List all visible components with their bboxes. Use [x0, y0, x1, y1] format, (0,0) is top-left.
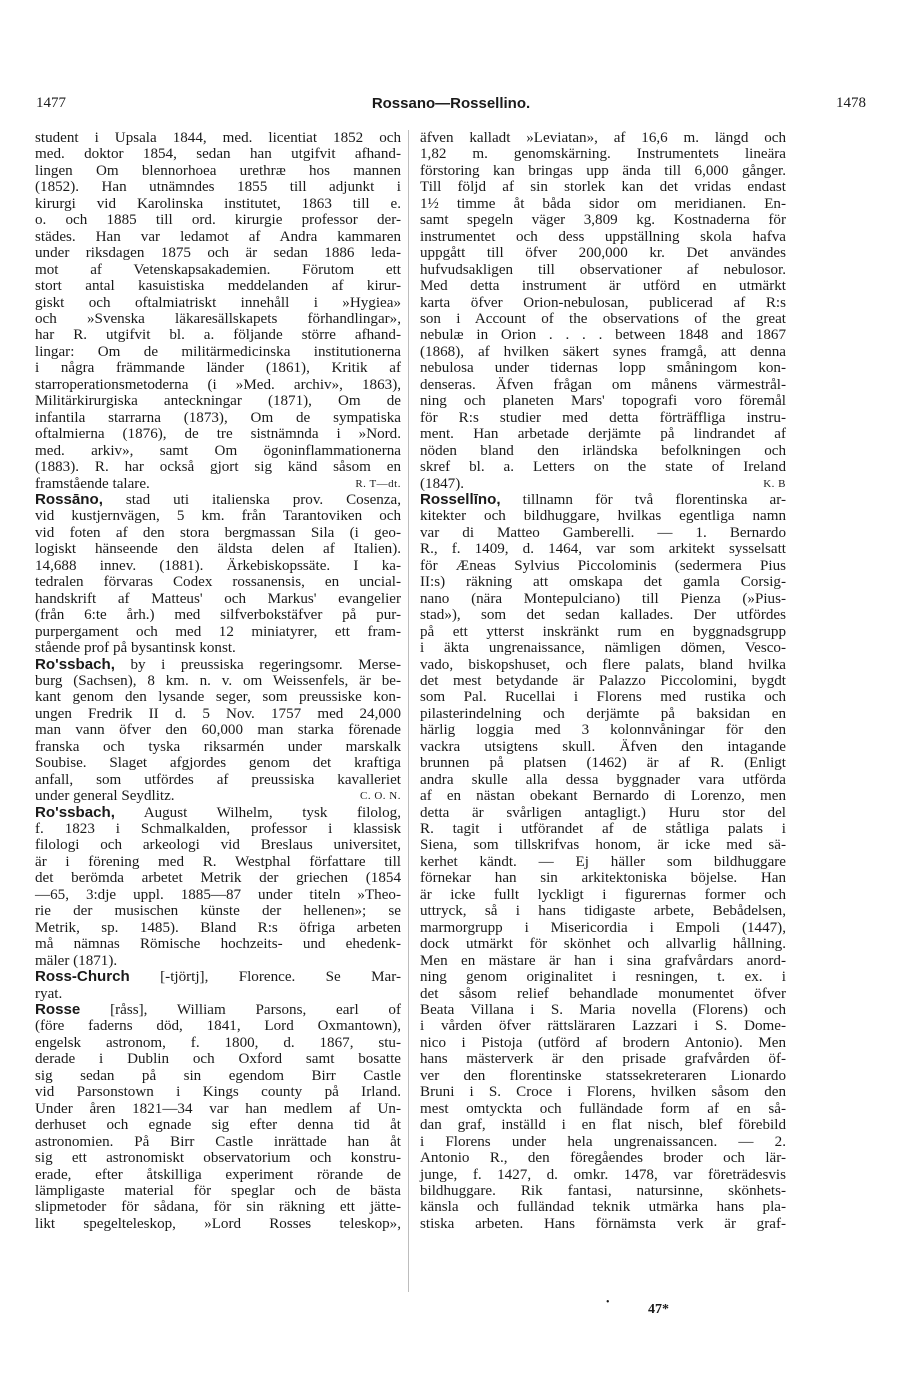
- text-line: [420, 245, 786, 261]
- text-line: [35, 508, 401, 524]
- text-line: [420, 1068, 786, 1084]
- text-line: [420, 706, 786, 722]
- text-line: [420, 870, 786, 886]
- text-line: [420, 1183, 786, 1199]
- line-text: oftalmierna (1876), de tre sistnämnda i »Nord.: [35, 426, 401, 443]
- text-line: [420, 426, 786, 442]
- line-text: August Wilhelm, tysk filolog,: [114, 804, 401, 821]
- text-line: [35, 607, 401, 623]
- text-line: [420, 574, 786, 590]
- text-line: [35, 920, 401, 936]
- line-text: Till följd af sin storlek kan det vridas endast: [420, 179, 786, 196]
- text-line: [35, 903, 401, 919]
- line-text: vid foten af den stora bergmassan Sila (i geo-: [35, 524, 401, 541]
- text-line: [35, 1084, 401, 1100]
- page-number-left: 1477: [36, 95, 66, 111]
- text-line: [420, 772, 786, 788]
- text-line: [35, 476, 401, 492]
- text-line: [420, 1216, 786, 1232]
- text-line: [420, 689, 786, 705]
- text-line: [35, 426, 401, 442]
- line-text: Siena, som tillskrifvas honom, är icke med sä-: [420, 837, 786, 854]
- line-text: Bruni i S. Croce i Florens, hvilken såsom den: [420, 1084, 786, 1101]
- text-line: [35, 870, 401, 886]
- running-title: Rossano—Rossellino.: [371, 95, 531, 112]
- line-text: stort antal kasuistiska meddelanden af kirur-: [35, 278, 401, 295]
- line-text: 14,688 innev. (1881). Ärkebiskopssäte. I ka-: [35, 557, 401, 574]
- text-line: [420, 788, 786, 804]
- text-line: [420, 969, 786, 985]
- text-line: [35, 1051, 401, 1067]
- line-text: uppgått till öfver 200,000 kr. Det användes: [420, 245, 786, 262]
- line-text: [råss], William Parsons, earl of: [80, 1002, 401, 1019]
- text-line: [420, 986, 786, 1002]
- page-header: [36, 95, 866, 115]
- line-text: andra skulle alla dessa byggnader vara utförda: [420, 771, 786, 788]
- text-line: [420, 739, 786, 755]
- text-line: [420, 360, 786, 376]
- line-text: bildhuggare. Rik fantasi, natursinne, skönhets-: [420, 1183, 786, 1199]
- text-line: [420, 410, 786, 426]
- text-line: [35, 327, 401, 343]
- text-line: [35, 1068, 401, 1084]
- line-text: ungen Fredrik II d. 5 Nov. 1757 med 24,000: [35, 705, 401, 722]
- text-line: [420, 295, 786, 311]
- line-text: o. och 1885 till ord. kirurgie professor der-: [35, 212, 401, 229]
- text-line: [35, 229, 401, 245]
- line-text: uttryck, så i hans tidigaste arbete, Bebådelsen,: [420, 903, 786, 920]
- line-text: filologi och arkeologi vid Breslaus universitet,: [35, 837, 401, 854]
- line-text: stiska arbeten. Hans förnämsta verk är graf-: [420, 1215, 786, 1232]
- text-line: [35, 936, 401, 952]
- text-line: [35, 541, 401, 557]
- line-text: Militärkirurgiska anteckningar (1871), Om de: [35, 393, 401, 410]
- text-line: [420, 673, 786, 689]
- text-line: [35, 459, 401, 475]
- line-text: starroperationsmetoderna (i »Med. archiv», 1863),: [35, 376, 401, 393]
- line-text: är i förening med R. Westphal författare till: [35, 853, 401, 870]
- text-line: [35, 163, 401, 179]
- line-text: i några främmande länder (1861), Kritik af: [35, 360, 401, 377]
- text-line: [420, 607, 786, 623]
- text-line: [420, 311, 786, 327]
- line-text: mot af Vetenskapsakademien. Förutom ett: [35, 261, 401, 278]
- text-line: [420, 1002, 786, 1018]
- text-line: [420, 755, 786, 771]
- text-line: [420, 837, 786, 853]
- line-text: det mest betydande är Palazzo Piccolomini, bygdt: [420, 672, 786, 689]
- line-text: det såsom relief behandlade monumentet öfver: [420, 985, 786, 1002]
- text-line: [35, 179, 401, 195]
- line-text: ning genom originalitet i resningen, t. ex. i: [420, 969, 786, 986]
- text-line: [35, 722, 401, 738]
- text-line: [420, 476, 786, 492]
- line-text: af en nästan obekant Bernardo di Lorenzo, men: [420, 788, 786, 805]
- text-line: [35, 986, 401, 1002]
- text-line: [35, 262, 401, 278]
- line-text: R., f. 1409, d. 1464, var som arkitekt sysselsatt: [420, 541, 786, 558]
- line-text: [-tjörtj], Florence. Se Mar-: [129, 969, 401, 986]
- text-line: [420, 377, 786, 393]
- line-text: (1868), af hvilken säkert synes framgå, att denna: [420, 343, 786, 360]
- line-text: brunnen på platsen (1462) är af R. (Enligt: [420, 755, 786, 772]
- line-text: var di Matteo Gamberelli. — 1. Bernardo: [420, 524, 786, 541]
- line-text: franska och tyska riksarmén under marskalk: [35, 738, 401, 755]
- line-text: handskrift af Matteus' och Markus' evangelier: [35, 590, 401, 607]
- line-text: i äkta ungrenaissance, nämligen dömen, Vesco-: [420, 640, 786, 657]
- line-text: som Pal. Rucellai i Florens med rustika och: [420, 689, 786, 706]
- line-text: sig ett astronomiskt observatorium och konstru-: [35, 1150, 401, 1167]
- line-text: anfall, som utfördes af preussiska kavalleriet: [35, 771, 401, 788]
- text-line: [35, 854, 401, 870]
- text-line: [35, 837, 401, 853]
- line-text: lingen Om blennorhoea urethræ hos mannen: [35, 162, 401, 179]
- text-line: [35, 295, 401, 311]
- text-line: [35, 591, 401, 607]
- column-divider: [408, 130, 409, 1292]
- line-text: erade, efter åtskilliga experiment rörande de: [35, 1166, 401, 1183]
- text-line: [35, 640, 401, 656]
- line-text: likt spegelteleskop, »Lord Rosses teleskop»,: [35, 1215, 401, 1232]
- line-text: man vann öfver den 60,000 man starka förenade: [35, 722, 401, 739]
- text-line: [420, 887, 786, 903]
- text-line: [420, 1117, 786, 1133]
- text-line: [35, 574, 401, 590]
- text-line: [420, 903, 786, 919]
- text-line: [35, 377, 401, 393]
- text-line: [35, 772, 401, 788]
- text-line: [420, 805, 786, 821]
- line-text: II:s) räkning att omskapa det gamla Corsig-: [420, 574, 786, 591]
- line-text: 1½ timme åt båda sidor om meridianen. En-: [420, 195, 786, 212]
- text-line: [35, 624, 401, 640]
- text-line: [35, 212, 401, 228]
- line-text: vackra utsigtens skull. Äfven den intagande: [420, 738, 786, 755]
- line-text: detta är svårligen antagligt.) Huru stor del: [420, 804, 786, 821]
- line-text: giskt och oftalmiatriskt innehåll i »Hygiea»: [35, 294, 401, 311]
- line-text: under riksdagen 1875 och är sedan 1886 leda-: [35, 245, 401, 262]
- text-line: [420, 722, 786, 738]
- text-line: [420, 1035, 786, 1051]
- text-line: [35, 130, 401, 146]
- line-text: vid kustjernvägen, 5 km. från Tarantoviken och: [35, 508, 401, 525]
- line-text: —65, 3:dje uppl. 1885—87 under titeln »Theo-: [35, 886, 401, 903]
- line-text: vid Parsonstown i Kings county på Irland.: [35, 1084, 401, 1101]
- text-line: [420, 1134, 786, 1150]
- line-text: (från 6:te årh.) med silfverbokstäfver på pur-: [35, 607, 401, 624]
- line-text: framstående talare.: [35, 475, 150, 492]
- text-line: [35, 953, 401, 969]
- line-text: Antonio R., den föregåendes broder och lär-: [420, 1150, 786, 1167]
- text-line: [420, 591, 786, 607]
- line-text: karta öfver Orion-nebulosan, publicerad af R:s: [420, 294, 786, 311]
- text-line: [35, 525, 401, 541]
- entry-headword: Rossāno,: [35, 490, 103, 508]
- text-line: [35, 393, 401, 409]
- line-text: med. doktor 1854, sedan han utgifvit afhand-: [35, 146, 401, 163]
- text-line: [35, 657, 401, 673]
- line-text: (före faderns död, 1841, Lord Oxmantown),: [35, 1018, 401, 1035]
- text-line: [420, 492, 786, 508]
- line-text: Med detta instrument är utförd en utmärkt: [420, 278, 786, 295]
- text-line: [420, 196, 786, 212]
- line-text: instrumentet och dess uppställning skola hafva: [420, 228, 786, 245]
- line-text: (1883). R. har också gjort sig känd såsom en: [35, 459, 401, 476]
- text-line: [420, 508, 786, 524]
- line-text: kerhet kändt. — Ej häller som bildhuggare: [420, 853, 786, 870]
- line-text: astronomien. På Birr Castle inrättade han åt: [35, 1133, 401, 1150]
- line-text: skref bl. a. Letters on the state of Ireland: [420, 459, 786, 476]
- line-text: på ett ytterst inskränkt rum en byggnadsgrupp: [420, 623, 786, 640]
- line-text: nano (nära Montepulciano) till Pienza (»Pius-: [420, 590, 786, 607]
- line-text: 1,82 m. genomskärning. Instrumentets lineära: [420, 146, 786, 163]
- text-line: [35, 1199, 401, 1215]
- right-column: [420, 130, 786, 1232]
- text-line: [35, 1150, 401, 1166]
- text-line: [420, 1101, 786, 1117]
- text-line: [35, 360, 401, 376]
- text-line: [35, 196, 401, 212]
- line-text: engelsk astronom, f. 1800, d. 1867, stu-: [35, 1034, 401, 1051]
- line-text: härlig loggia med 3 kolonnvåningar för den: [420, 722, 786, 739]
- author-signature: C. O. N.: [360, 790, 401, 803]
- text-line: [420, 1084, 786, 1100]
- line-text: nöden bland den irländska befolkningen och: [420, 442, 786, 459]
- line-text: och »Svenska läkaresällskapets förhandlingar»,: [35, 310, 401, 327]
- line-text: för Æneas Sylvius Piccolominis (sedermera Pius: [420, 557, 786, 574]
- text-line: [35, 706, 401, 722]
- line-text: kant genom den lysande seger, som preussiske kon-: [35, 689, 401, 706]
- line-text: lingar: Om de militärmedicinska institutionerna: [35, 343, 401, 360]
- text-line: [35, 755, 401, 771]
- line-text: logiskt hänseende den äldsta delen af Italien).: [35, 541, 401, 558]
- text-line: [35, 1216, 401, 1232]
- text-line: [420, 179, 786, 195]
- text-line: [420, 640, 786, 656]
- text-line: [35, 1018, 401, 1034]
- text-line: [35, 245, 401, 261]
- author-signature: R. T—dt.: [355, 477, 401, 490]
- line-text: Beata Villana i S. Maria novella (Florens) och: [420, 1002, 786, 1019]
- line-text: för R:s studier med detta förträffliga instru-: [420, 409, 786, 426]
- text-line: [35, 788, 401, 804]
- text-line: [420, 163, 786, 179]
- line-text: mest omtyckta och fulländade form af en så-: [420, 1100, 786, 1117]
- line-text: förstoring kan bringas upp ända till 6,000 gånger.: [420, 162, 786, 179]
- text-line: [420, 821, 786, 837]
- text-line: [420, 278, 786, 294]
- text-line: [420, 1167, 786, 1183]
- text-line: [420, 459, 786, 475]
- text-line: [35, 887, 401, 903]
- text-line: [420, 327, 786, 343]
- text-line: [420, 854, 786, 870]
- line-text: by i preussiska regeringsomr. Merse-: [114, 656, 401, 673]
- text-line: [420, 1199, 786, 1215]
- text-line: [420, 344, 786, 360]
- text-line: [420, 1018, 786, 1034]
- author-signature: K. B: [763, 477, 786, 490]
- line-text: purpergament och med 12 miniatyrer, ett fram-: [35, 623, 401, 640]
- line-text: burg (Sachsen), 8 km. n. v. om Weissenfels, är be-: [35, 672, 401, 689]
- line-text: Soubise. Slaget afgjordes genom det kraftiga: [35, 755, 401, 772]
- line-text: dock utmärkt för skönhet och allvarlig hållning.: [420, 936, 786, 953]
- text-line: [35, 344, 401, 360]
- page-number-right: 1478: [836, 95, 866, 111]
- text-line: [35, 558, 401, 574]
- line-text: denseras. Äfven frågan om månens värmestrål-: [420, 376, 786, 393]
- line-text: (1847).: [420, 475, 465, 492]
- line-text: Metrik, sp. 1485). Bland R:s öfriga arbeten: [35, 919, 401, 936]
- signature-mark: 47*: [648, 1302, 669, 1317]
- line-text: städes. Han var ledamot af Andra kammaren: [35, 228, 401, 245]
- text-line: [35, 969, 401, 985]
- text-line: [420, 558, 786, 574]
- text-line: [35, 311, 401, 327]
- text-line: [420, 212, 786, 228]
- text-line: [35, 1183, 401, 1199]
- text-line: [420, 624, 786, 640]
- line-text: son i Account of the observations of the great: [420, 310, 786, 327]
- line-text: ver den florentinske statssekreteraren Lionardo: [420, 1067, 786, 1084]
- line-text: marmorgrupp i Misericordia i Empoli (1447),: [420, 919, 786, 936]
- text-line: [35, 443, 401, 459]
- line-text: hufvudsakligen till observationer af nebulosor.: [420, 261, 786, 278]
- line-text: det berömda arbetet Metrik der griechen (1854: [35, 870, 401, 887]
- text-line: [420, 1051, 786, 1067]
- text-line: [35, 689, 401, 705]
- text-line: [35, 1101, 401, 1117]
- text-line: [420, 1150, 786, 1166]
- line-text: stående prof på bysantinsk konst.: [35, 640, 236, 657]
- line-text: ryat.: [35, 985, 63, 1002]
- line-text: under general Seydlitz.: [35, 788, 175, 805]
- text-line: [420, 393, 786, 409]
- line-text: i vården öfver rättsläraren Lazzari i S. Dome-: [420, 1018, 786, 1035]
- text-line: [35, 1035, 401, 1051]
- line-text: sig sedan på sin egendom Birr Castle: [35, 1067, 401, 1084]
- text-line: [420, 541, 786, 557]
- line-text: tillnamn för två florentinska ar-: [500, 491, 786, 508]
- text-line: [420, 525, 786, 541]
- text-line: [35, 673, 401, 689]
- line-text: derade i Dublin och Oxford samt bosatte: [35, 1051, 401, 1068]
- text-line: [35, 278, 401, 294]
- line-text: mäler (1871).: [35, 952, 118, 969]
- line-text: R. tagit i utförandet af de ståtliga palats i: [420, 821, 786, 838]
- line-text: f. 1823 i Schmalkalden, professor i klassisk: [35, 821, 401, 838]
- entry-headword: Ross-Church: [35, 968, 130, 986]
- text-line: [420, 229, 786, 245]
- line-text: nico i Pistoja (utförd af brodern Antonio). Men: [420, 1034, 786, 1051]
- line-text: ning och planeten Mars' topografi voro föremål: [420, 393, 786, 410]
- text-line: [420, 130, 786, 146]
- text-line: [35, 1117, 401, 1133]
- line-text: är icke fullt lyckligt i figurernas former och: [420, 886, 786, 903]
- text-line: [420, 936, 786, 952]
- text-line: [35, 1167, 401, 1183]
- line-text: känsla och fulländad teknik utmärka hans pla-: [420, 1199, 786, 1216]
- line-text: Under åren 1821—34 var han medlem af Un-: [35, 1100, 401, 1117]
- line-text: pilasterindelning och derjämte på baksidan en: [420, 705, 786, 722]
- line-text: ment. Han arbetade derjämte på lindrandet af: [420, 426, 786, 443]
- line-text: derhuset och egnade sig efter denna tid åt: [35, 1117, 401, 1134]
- text-line: [420, 920, 786, 936]
- entry-headword: Rossellīno,: [420, 490, 501, 508]
- line-text: slipmetoder för sådana, för sin räkning ett jätte-: [35, 1199, 401, 1216]
- text-line: [420, 953, 786, 969]
- entry-headword: Ro'ssbach,: [35, 655, 115, 673]
- line-text: kitekter och bildhuggare, hvilkas egentliga namn: [420, 508, 786, 525]
- text-line: [420, 146, 786, 162]
- line-text: junge, f. 1427, d. omkr. 1478, var företrädesvis: [420, 1166, 786, 1183]
- line-text: infantila starrarna (1873), Om de sympatiska: [35, 409, 401, 426]
- text-line: [35, 1002, 401, 1018]
- line-text: stad»), som det sedan kallades. Der utfördes: [420, 607, 786, 624]
- line-text: kirurgi vid Karolinska institutet, 1863 till e.: [35, 195, 401, 212]
- line-text: student i Upsala 1844, med. licentiat 1852 och: [35, 130, 401, 146]
- line-text: nebulæ in Orion . . . . between 1848 and 1867: [420, 327, 786, 344]
- text-line: [35, 492, 401, 508]
- line-text: rie der musischen künste der hellenen»; se: [35, 903, 401, 920]
- text-line: [35, 805, 401, 821]
- line-text: i Florens under hela ungrenaissancen. — 2.: [420, 1133, 786, 1150]
- text-line: [35, 146, 401, 162]
- line-text: dan graf, inställd i en flat nisch, blef förebild: [420, 1117, 786, 1134]
- entry-headword: Rosse: [35, 1001, 81, 1019]
- line-text: nebulosa under tidernas lopp småningom kon-: [420, 360, 786, 377]
- printer-mark: •: [606, 1297, 610, 1308]
- left-column: [35, 130, 401, 1232]
- text-line: [35, 410, 401, 426]
- line-text: Men en mästare är han i sina grafvårdars anord-: [420, 952, 786, 969]
- line-text: har R. utgifvit bl. a. följande större afhand-: [35, 327, 401, 344]
- text-line: [35, 1134, 401, 1150]
- line-text: förnekar han sin arkitektoniska böjelse. Han: [420, 870, 786, 887]
- line-text: hans mästerverk är den prisade grafvården öf-: [420, 1051, 786, 1068]
- text-line: [420, 657, 786, 673]
- line-text: äfven kalladt »Leviatan», af 16,6 m. längd och: [420, 130, 786, 146]
- line-text: (1852). Han utnämndes 1855 till adjunkt i: [35, 179, 401, 196]
- text-line: [420, 443, 786, 459]
- text-line: [35, 739, 401, 755]
- entry-headword: Ro'ssbach,: [35, 803, 115, 821]
- line-text: lämpligaste material för speglar och de bästa: [35, 1183, 401, 1199]
- line-text: må nämnas Römische hochzeits- und ehedenk-: [35, 936, 401, 953]
- line-text: vado, biskopshuset, och flere palats, bland hvilka: [420, 656, 786, 673]
- line-text: stad uti italienska prov. Cosenza,: [102, 491, 401, 508]
- line-text: med. arkiv», samt Om ögoninflammationerna: [35, 442, 401, 459]
- text-line: [420, 262, 786, 278]
- text-line: [35, 821, 401, 837]
- line-text: tedralen förvaras Codex rossanensis, en uncial-: [35, 574, 401, 591]
- line-text: samt spegeln väger 3,809 kg. Kostnaderna för: [420, 212, 786, 229]
